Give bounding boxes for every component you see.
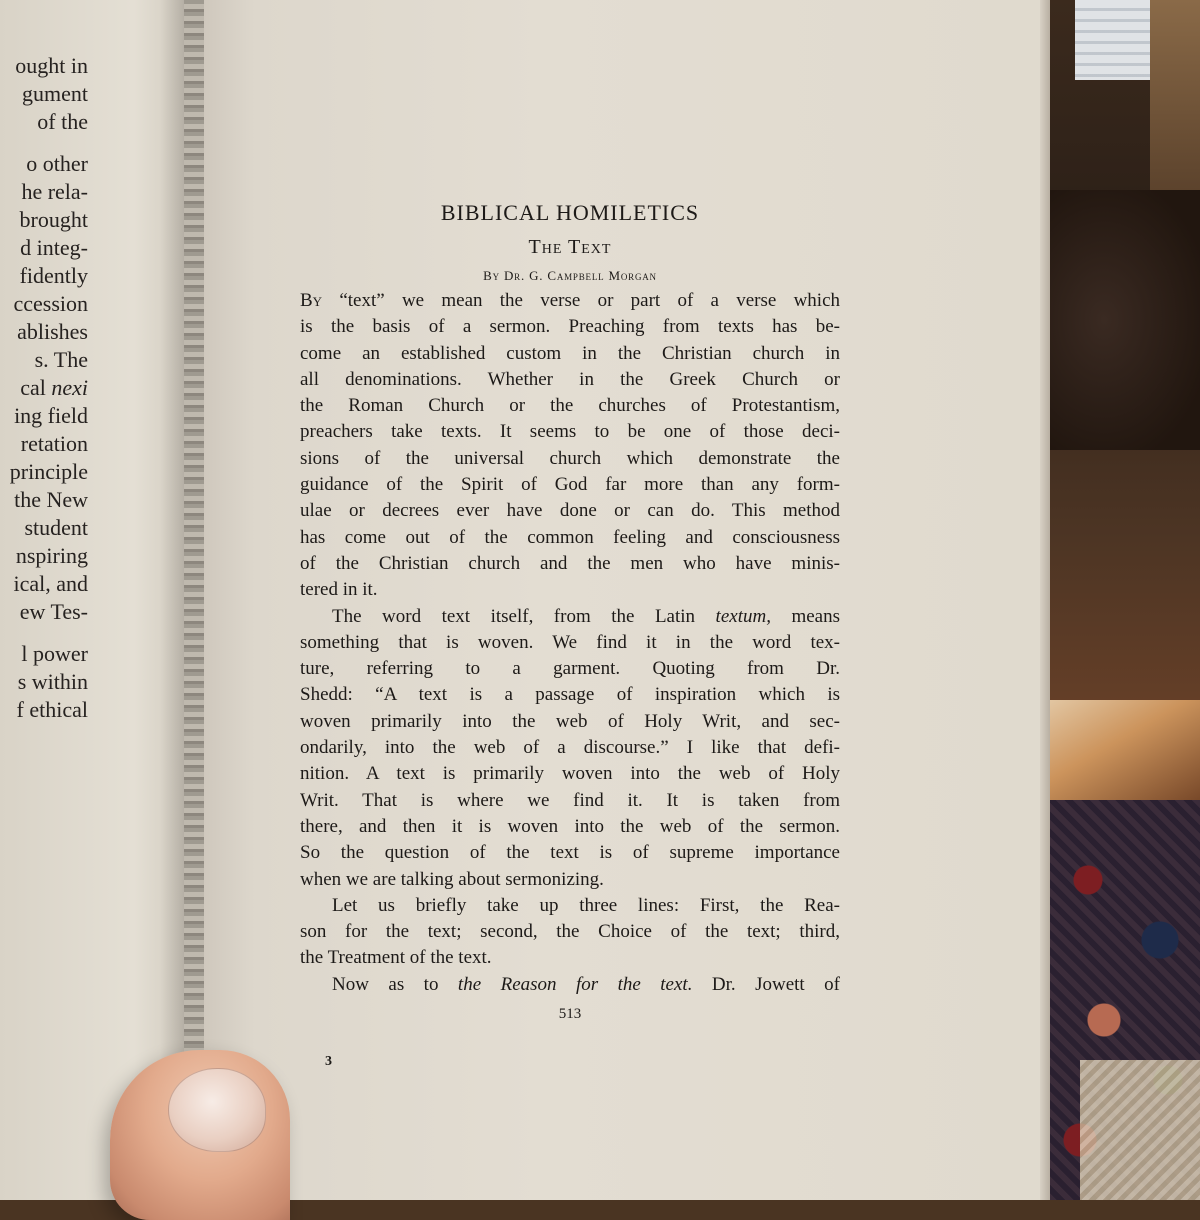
left-line: s within bbox=[17, 669, 88, 694]
paragraph-4-text: Now as to bbox=[332, 973, 458, 995]
left-line: of the bbox=[37, 109, 88, 134]
left-line: brought bbox=[19, 207, 88, 232]
left-line: gument bbox=[22, 81, 88, 106]
paragraph-1-line: tered in it. bbox=[300, 579, 378, 601]
paragraph-1-line bbox=[300, 288, 840, 314]
left-line-gap bbox=[0, 136, 88, 150]
paragraph-1-line: all denominations. Whether in the Greek Church or bbox=[300, 368, 840, 390]
left-line: ought in bbox=[15, 53, 88, 78]
left-line: s. The bbox=[34, 347, 88, 372]
paragraph-1-line: ulae or decrees ever have done or can do. This method bbox=[300, 500, 840, 522]
paragraph-2-line: nition. A text is primarily woven into the web of Holy bbox=[300, 763, 840, 785]
paragraph-2-line: woven primarily into the web of Holy Writ, and sec- bbox=[300, 710, 840, 732]
paragraph-1-first-line: “text” we mean the verse or part of a verse which bbox=[339, 290, 841, 311]
paragraph-3-line: Let us briefly take up three lines: First, the Rea- bbox=[332, 894, 840, 916]
paragraph-1-line: is the basis of a sermon. Preaching from texts has be- bbox=[300, 316, 840, 338]
paragraph-1-line: come an established custom in the Christian church in bbox=[300, 342, 840, 364]
rug-border bbox=[1080, 1060, 1200, 1200]
paragraph-1-first-word: By bbox=[300, 290, 323, 311]
background-sofa bbox=[1040, 190, 1200, 450]
left-line: ablishes bbox=[17, 319, 88, 344]
left-line: ccession bbox=[13, 291, 88, 316]
left-line: ew Tes- bbox=[19, 599, 88, 624]
paragraph-2-text: The word text itself, from the Latin bbox=[332, 605, 716, 627]
paragraph-2-line: Writ. That is where we find it. It is taken from bbox=[300, 789, 840, 811]
thumbnail bbox=[168, 1068, 266, 1152]
paragraph-2-line: ture, referring to a garment. Quoting from Dr. bbox=[300, 658, 840, 680]
left-line: o other bbox=[26, 151, 88, 176]
article-body bbox=[300, 288, 840, 998]
paragraph-2-line bbox=[300, 604, 840, 630]
paragraph-1-line: guidance of the Spirit of God far more than any form- bbox=[300, 474, 840, 496]
page-number: 513 bbox=[558, 1006, 582, 1022]
latin-word: textum, bbox=[715, 605, 771, 627]
paragraph-2-line: ondarily, into the web of a discourse.” I like that defi- bbox=[300, 737, 840, 759]
book-spine bbox=[184, 0, 206, 1200]
left-line: ing field bbox=[14, 403, 88, 428]
paragraph-4-italic: the Reason for the text. bbox=[457, 973, 693, 995]
paragraph-4-text: Dr. Jowett of bbox=[692, 973, 840, 995]
left-line: the New bbox=[14, 487, 88, 512]
paragraph-1-line: has come out of the common feeling and consciousness bbox=[300, 526, 840, 548]
paragraph-2-line: there, and then it is woven into the web of the sermon. bbox=[300, 815, 840, 837]
paragraph-2-text: means bbox=[770, 605, 840, 627]
paragraph-3-line: son for the text; second, the Choice of the text; third, bbox=[300, 921, 840, 943]
page-edge bbox=[1040, 0, 1050, 1200]
left-line: d integ- bbox=[20, 235, 88, 260]
left-line: ical, and bbox=[13, 571, 88, 596]
left-line: student bbox=[24, 515, 88, 540]
article-subtitle: The Text bbox=[528, 236, 612, 258]
left-line: retation bbox=[20, 431, 88, 456]
left-line: fidently bbox=[19, 263, 88, 288]
paragraph-2-line: something that is woven. We find it in the word tex- bbox=[300, 631, 840, 653]
article-title: BIBLICAL HOMILETICS bbox=[440, 200, 700, 225]
left-facing-page bbox=[0, 0, 192, 1200]
paragraph-2-line: So the question of the text is of supreme importance bbox=[300, 842, 840, 864]
article-byline: By Dr. G. Campbell Morgan bbox=[483, 268, 657, 283]
left-line: l power bbox=[21, 641, 88, 666]
window-frame bbox=[1150, 0, 1200, 200]
left-italic-word: nexi bbox=[51, 375, 88, 400]
paragraph-1-line: sions of the universal church which demonstrate the bbox=[300, 447, 840, 469]
paragraph-2-line: Shedd: “A text is a passage of inspiration which is bbox=[300, 684, 840, 706]
left-line-gap bbox=[0, 626, 88, 640]
paragraph-1-line: of the Christian church and the men who have minis- bbox=[300, 552, 840, 574]
left-line: nspiring bbox=[15, 543, 88, 568]
paragraph-1-line: the Roman Church or the churches of Protestantism, bbox=[300, 395, 840, 417]
paragraph-3-line: the Treatment of the text. bbox=[300, 947, 492, 969]
paragraph-4-line bbox=[300, 972, 840, 998]
left-line: principle bbox=[9, 459, 88, 484]
left-line: cal nexi bbox=[20, 375, 88, 400]
paragraph-2-line: when we are talking about sermonizing. bbox=[300, 868, 604, 890]
paragraph-1-line: preachers take texts. It seems to be one of those deci- bbox=[300, 421, 840, 443]
signature-mark: 3 bbox=[325, 1054, 332, 1069]
left-line: he rela- bbox=[21, 179, 88, 204]
left-page-text bbox=[0, 52, 88, 724]
left-line: f ethical bbox=[16, 697, 88, 722]
